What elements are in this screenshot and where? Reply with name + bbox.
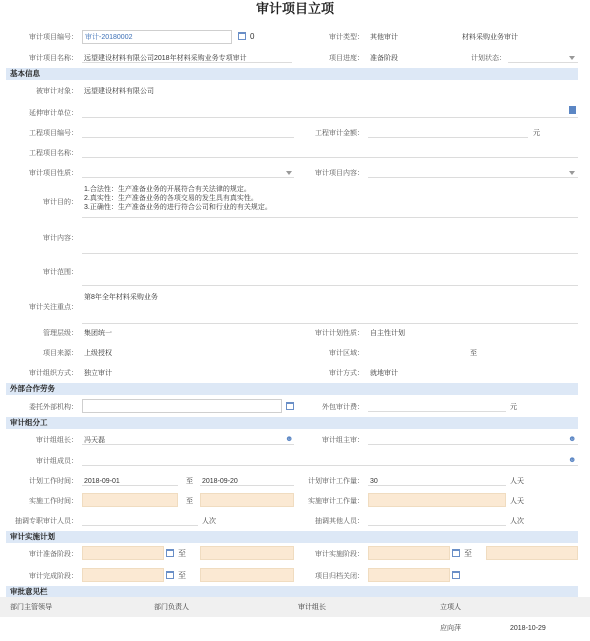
plan-status-label: 计划状态： (471, 55, 506, 62)
creator-name: 应向萍 (440, 625, 461, 632)
chief-label: 审计组主审： (322, 437, 364, 444)
fee-field[interactable] (368, 398, 506, 412)
eng-amount-label: 工程审计金额： (315, 130, 364, 137)
calendar-icon[interactable] (286, 402, 294, 410)
section-external: 外部合作劳务 (6, 383, 578, 395)
fee-unit: 元 (510, 404, 517, 411)
leader-value: 冯天磊 (84, 437, 105, 444)
plan-end-value: 2018-09-20 (202, 478, 238, 485)
members-field[interactable] (82, 452, 578, 466)
members-label: 审计组成员： (36, 458, 78, 465)
method-value: 就地审计 (370, 370, 398, 377)
audit-type-sub: 材料采购业务审计 (462, 34, 518, 41)
building-icon[interactable] (569, 106, 576, 114)
calendar-icon[interactable] (166, 571, 174, 579)
user-icon[interactable]: ☻ (285, 434, 294, 443)
finish-label: 审计完成阶段： (29, 573, 78, 580)
calendar-icon[interactable] (452, 549, 460, 557)
progress-label: 项目进度： (329, 55, 364, 62)
finish-end-field[interactable] (200, 568, 294, 582)
other-field[interactable] (368, 512, 506, 526)
plan-to: 至 (186, 478, 193, 485)
source-value: 上级授权 (84, 350, 112, 357)
content-right-select[interactable] (368, 164, 578, 178)
archive-field[interactable] (368, 568, 450, 582)
fee-label: 外包审计费： (322, 404, 364, 411)
method-label: 审计方式： (329, 370, 364, 377)
eng-amount-unit: 元 (533, 130, 540, 137)
chief-field[interactable] (368, 431, 578, 445)
content-right-label: 审计项目内容： (315, 170, 364, 177)
eng-no-field[interactable] (82, 124, 294, 138)
impl-to: 至 (464, 549, 472, 558)
mgmt-value: 集团统一 (84, 330, 112, 337)
actual-workload-label: 实施审计工作量： (308, 498, 364, 505)
user-icon[interactable]: ☻ (568, 455, 577, 464)
other-unit: 人次 (510, 518, 524, 525)
plan-workload-field[interactable] (368, 472, 506, 486)
purpose-line-2: 2.真实性：生产准备业务的各项交易的发生具有真实性。 (84, 195, 258, 202)
creator-date: 2018-10-29 (510, 625, 546, 632)
purpose-line-3: 3.正确性：生产准备业务的进行符合公司和行业的有关规定。 (84, 204, 272, 211)
prep-label: 审计准备阶段： (29, 551, 78, 558)
org-label: 审计组织方式： (29, 370, 78, 377)
source-label: 项目来源： (43, 350, 78, 357)
org-value: 独立审计 (84, 370, 112, 377)
plan-workload-value: 30 (370, 478, 378, 485)
col-leader: 审计组长 (298, 604, 326, 611)
plan-time-label: 计划工作时间： (29, 478, 78, 485)
project-no-value: 审计-20180002 (85, 34, 133, 41)
nature-select[interactable] (82, 164, 294, 178)
prep-to: 至 (178, 549, 186, 558)
section-team: 审计组分工 (6, 417, 578, 429)
calendar-icon[interactable] (238, 32, 246, 40)
actual-time-label: 实施工作时间： (29, 498, 78, 505)
expert-label: 抽调专职审计人员： (15, 518, 78, 525)
user-icon[interactable]: ☻ (568, 434, 577, 443)
project-no-label: 审计项目编号： (29, 34, 78, 41)
audit-type-value: 其他审计 (370, 34, 398, 41)
scope-textarea[interactable] (82, 258, 578, 286)
audited-value: 远望建设材料有限公司 (84, 88, 154, 95)
region-to: 至 (470, 350, 477, 357)
agency-label: 委托外部机构： (29, 404, 78, 411)
purpose-label: 审计目的： (43, 199, 78, 206)
plan-workload-unit: 人天 (510, 478, 524, 485)
eng-amount-field[interactable] (368, 124, 528, 138)
col-dept-head: 部门主管领导 (10, 604, 52, 611)
impl-start-field[interactable] (368, 546, 450, 560)
plan-start-value: 2018-09-01 (84, 478, 120, 485)
progress-value: 准备阶段 (370, 55, 398, 62)
other-label: 抽调其他人员： (315, 518, 364, 525)
section-basic: 基本信息 (6, 68, 578, 80)
audited-label: 被审计对象： (36, 88, 78, 95)
chevron-down-icon[interactable] (569, 56, 575, 60)
col-dept-owner: 部门负责人 (154, 604, 189, 611)
expert-unit: 人次 (202, 518, 216, 525)
audit-type-label: 审计类型： (329, 34, 364, 41)
expert-field[interactable] (82, 512, 198, 526)
finish-to: 至 (178, 571, 186, 580)
section-approval: 审批意见栏 (6, 586, 578, 598)
plan-nature-label: 审计计划性质： (315, 330, 364, 337)
calendar-icon[interactable] (166, 549, 174, 557)
prep-end-field[interactable] (200, 546, 294, 560)
actual-workload-field[interactable] (368, 493, 506, 507)
scope-label: 审计范围： (43, 269, 78, 276)
plan-status-select[interactable] (508, 49, 578, 63)
plan-nature-value: 自主性计划 (370, 330, 405, 337)
eng-no-label: 工程项目编号： (29, 130, 78, 137)
chevron-down-icon[interactable] (569, 171, 575, 175)
project-no-count: 0 (250, 32, 255, 41)
page-title: 审计项目立项 (255, 1, 334, 16)
focus-label: 审计关注重点： (29, 304, 78, 311)
leader-field[interactable] (82, 431, 294, 445)
content-textarea[interactable] (82, 224, 578, 254)
focus-value: 第8年全年材料采购业务 (84, 294, 158, 301)
impl-end-field[interactable] (486, 546, 578, 560)
mgmt-label: 管理层级： (43, 330, 78, 337)
project-name-value: 远望建设材料有限公司2018年材料采购业务专项审计 (84, 55, 247, 62)
archive-label: 项目归档关闭： (315, 573, 364, 580)
approval-bar (0, 597, 590, 617)
prep-start-field[interactable] (82, 546, 164, 560)
extend-field[interactable] (82, 104, 578, 118)
chevron-down-icon[interactable] (286, 171, 292, 175)
region-label: 审计区域： (329, 350, 364, 357)
actual-start-field[interactable] (82, 493, 178, 507)
project-name-label: 审计项目名称： (29, 55, 78, 62)
eng-name-label: 工程项目名称： (29, 150, 78, 157)
actual-end-field[interactable] (200, 493, 294, 507)
leader-label: 审计组组长： (36, 437, 78, 444)
section-plan: 审计实施计划 (6, 531, 578, 543)
nature-label: 审计项目性质： (29, 170, 78, 177)
actual-workload-unit: 人天 (510, 498, 524, 505)
extend-label: 延伸审计单位： (29, 110, 78, 117)
eng-name-field[interactable] (82, 144, 578, 158)
agency-field[interactable] (82, 399, 282, 413)
content-label: 审计内容： (43, 235, 78, 242)
col-creator: 立项人 (440, 604, 461, 611)
plan-workload-label: 计划审计工作量： (308, 478, 364, 485)
finish-start-field[interactable] (82, 568, 164, 582)
purpose-line-1: 1.合法性：生产准备业务的开展符合有关法律的规定。 (84, 186, 251, 193)
actual-to: 至 (186, 498, 193, 505)
calendar-icon[interactable] (452, 571, 460, 579)
impl-label: 审计实施阶段： (315, 551, 364, 558)
